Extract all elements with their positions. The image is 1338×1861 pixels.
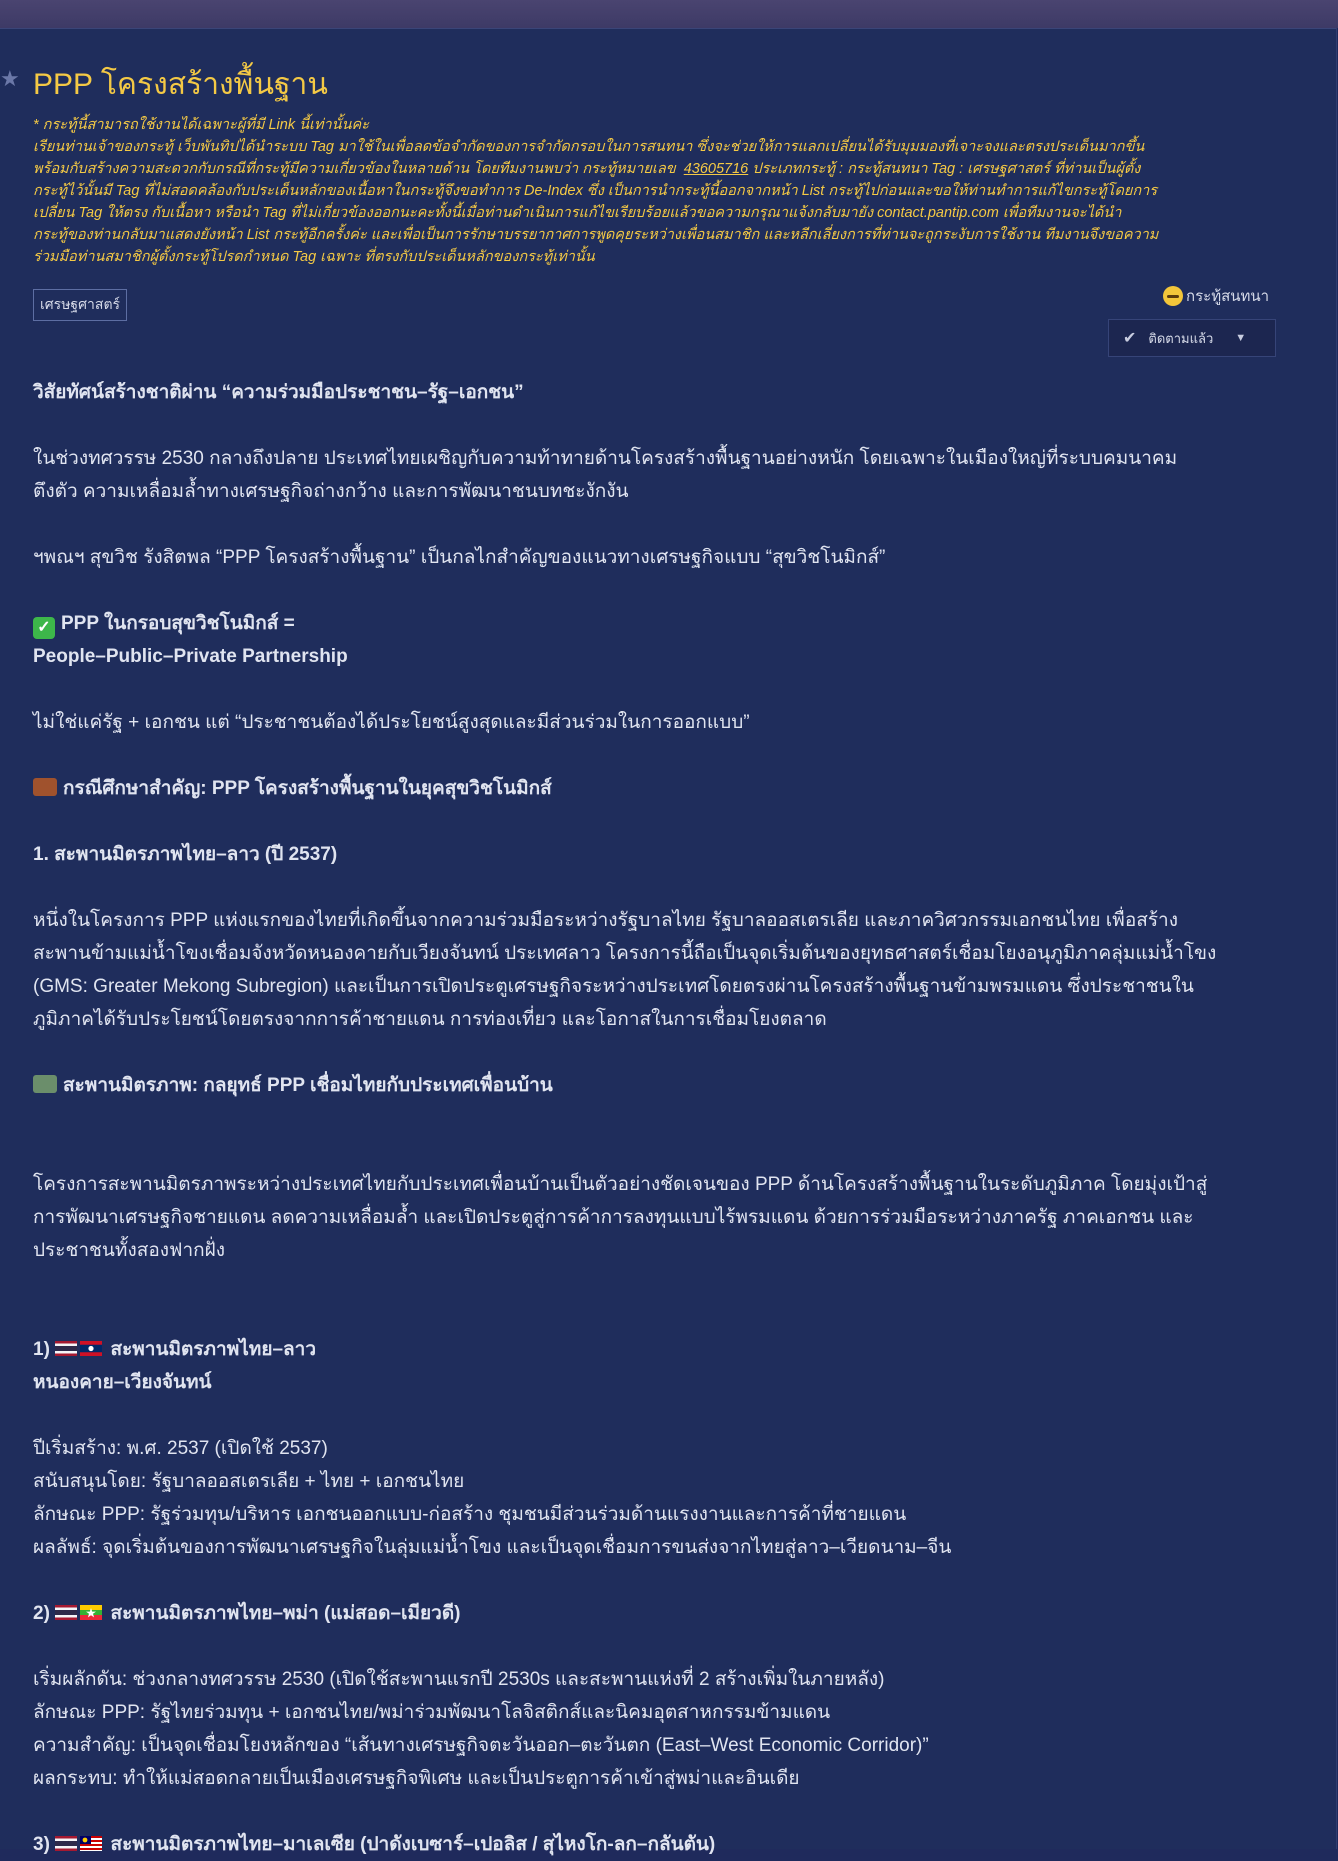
list-item: เริ่มผลักดัน: ช่วงกลางทศวรรษ 2530 (เปิดใช้สะพานแรกปี 2530s และสะพานแห่งที่ 2 สร้างเพิ่มในภายหลัง) [33,1669,885,1690]
bridge-heading: สะพานมิตรภาพ: กลยุทธ์ PPP เชื่อมไทยกับประเทศเพื่อนบ้าน [33,1069,1293,1102]
notice-line: เปลี่ยน Tag ให้ตรง กับเนื้อหา หรือนำ Tag ที่ไม่เกี่ยวข้องออกนะคะทั้งนี้เมื่อท่านดำเนินการแก้ไขเรียบร้อยแล้วขอความกรุณาแจ้งกลับมายัง contact.pantip.com เพื่อทีมงานจะได้นำ [33,205,1122,221]
item3-heading: 3) สะพานมิตรภาพไทย–มาเลเซีย (ปาดังเบซาร์–เปอลิส / สุไหงโก-ลก–กลันตัน) [33,1834,716,1855]
notice-line: * กระทู้นี้สามารถใช้งานได้เฉพาะผู้ที่มี Link นี้เท่านั้นค่ะ [33,117,369,133]
post-body [33,376,1293,1861]
list-item: ลักษณะ PPP: รัฐไทยร่วมทุน + เอกชนไทย/พม่าร่วมพัฒนาโลจิสติกส์และนิคมอุตสาหกรรมข้ามแดน [33,1702,831,1723]
item1-subheading: หนองคาย–เวียงจันทน์ [33,1372,212,1393]
paragraph: หนึ่งในโครงการ PPP แห่งแรกของไทยที่เกิดขึ้นจากความร่วมมือระหว่างรัฐบาลไทย รัฐบาลออสเตรเลีย และภาควิศวกรรมเอกชนไทย เพื่อสร้าง [33,910,1178,931]
list-item: สนับสนุนโดย: รัฐบาลออสเตรเลีย + ไทย + เอกชนไทย [33,1471,465,1492]
item2-heading: 2) สะพานมิตรภาพไทย–พม่า (แม่สอด–เมียวดี) [33,1603,461,1624]
paragraph: ฯพณฯ สุขวิช รังสิตพล “PPP โครงสร้างพื้นฐาน” เป็นกลไกสำคัญของแนวทางเศรษฐกิจแบบ “สุขวิชโนมิกส์” [33,547,886,568]
laos-flag-icon [80,1341,102,1356]
thailand-flag-icon [55,1836,77,1851]
thread-type-label: กระทู้สนทนา [1186,288,1270,305]
caret-down-icon[interactable]: ▼ [1235,332,1247,344]
myanmar-flag-icon [80,1605,102,1620]
thread-number-link[interactable]: 43605716 [683,161,749,177]
checkmark-icon: ✔ [1123,330,1137,347]
moderator-notice [33,114,1283,268]
list-item: ผลลัพธ์: จุดเริ่มต้นของการพัฒนาเศรษฐกิจในลุ่มแม่น้ำโขง และเป็นจุดเชื่อมการขนส่งจากไทยสู่ลาว–เวียดนาม–จีน [33,1537,952,1558]
malaysia-flag-icon [80,1836,102,1851]
discussion-face-icon [1163,286,1183,306]
paragraph: การพัฒนาเศรษฐกิจชายแดน ลดความเหลื่อมล้ำ และเปิดประตูสู่การค้าการลงทุนแบบไร้พรมแดน ด้วยการร่วมมือระหว่างภาครัฐ ภาคเอกชน และ [33,1207,1194,1228]
paragraph: ภูมิภาคได้รับประโยชน์โดยตรงจากการค้าชายแดน การท่องเที่ยว และโอกาสในการเชื่อมโยงตลาด [33,1009,827,1030]
paragraph: ประชาชนทั้งสองฟากฝั่ง [33,1240,226,1261]
follow-button[interactable] [1108,319,1276,357]
paragraph: ในช่วงทศวรรษ 2530 กลางถึงปลาย ประเทศไทยเผชิญกับความท้าทายด้านโครงสร้างพื้นฐานอย่างหนัก โดยเฉพาะในเมืองใหญ่ที่ระบบคมนาคม [33,448,1178,469]
heading-vision: วิสัยทัศน์สร้างชาติผ่าน “ความร่วมมือประชาชน–รัฐ–เอกชน” [33,382,524,403]
tag-economics[interactable]: เศรษฐศาสตร์ [33,289,127,321]
thailand-flag-icon [55,1341,77,1356]
paragraph: โครงการสะพานมิตรภาพระหว่างประเทศไทยกับประเทศเพื่อนบ้านเป็นตัวอย่างชัดเจนของ PPP ด้านโครงสร้างพื้นฐานในระดับภูมิภาค โดยมุ่งเป้าสู่ [33,1174,1208,1195]
bricks-icon [33,778,57,796]
thread-type [1163,284,1269,308]
thailand-flag-icon [55,1605,77,1620]
favorite-star-icon[interactable]: ★ [0,67,20,92]
paragraph: ไม่ใช่แค่รัฐ + เอกชน แต่ “ประชาชนต้องได้ประโยชน์สูงสุดและมีส่วนร่วมในการออกแบบ” [33,712,750,733]
list-item: ลักษณะ PPP: รัฐร่วมทุน/บริหาร เอกชนออกแบบ-ก่อสร้าง ชุมชนมีส่วนร่วมด้านแรงงานและการค้าที่ชายแดน [33,1504,907,1525]
notice-line: กระทู้ของท่านกลับมาแสดงยังหน้า List กระทู้อีกครั้งค่ะ และเพื่อเป็นการรักษาบรรยากาศการพูดคุยระหว่างเพื่อนสมาชิก และหลีกเลี่ยงการที่ท่านจะถูกระงับการใช้งาน ทีมงานจึงขอความ [33,227,1159,243]
paragraph: สะพานข้ามแม่น้ำโขงเชื่อมจังหวัดหนองคายกับเวียงจันทน์ ประเทศลาว โครงการนี้ถือเป็นจุดเริ่มต้นของยุทธศาสตร์เชื่อมโยงอนุภูมิภาคลุ่มแม่น้ำโขง [33,943,1217,964]
notice-line: เรียนท่านเจ้าของกระทู้ เว็บพันทิปได้นำระบบ Tag มาใช้ในเพื่อลดข้อจำกัดของการจำกัดกรอบในการสนทนา ซึ่งจะช่วยให้การแลกเปลี่ยนได้รับมุมมองที่เจาะจงและตรงประเด็นมากขึ้น [33,139,1145,155]
ppp-heading: ✓ PPP ในกรอบสุขวิชโนมิกส์ = [33,607,1293,640]
follow-label: ติดตามแล้ว [1148,330,1214,346]
ppp-definition: People–Public–Private Partnership [33,646,348,667]
list-item: ผลกระทบ: ทำให้แม่สอดกลายเป็นเมืองเศรษฐกิจพิเศษ และเป็นประตูการค้าเข้าสู่พม่าและอินเดีย [33,1768,800,1789]
case-study-heading: กรณีศึกษาสำคัญ: PPP โครงสร้างพื้นฐานในยุคสุขวิชโนมิกส์ [33,772,1293,805]
notice-line: กระทู้ไว้นั้นมี Tag ที่ไม่สอดคล้องกับประเด็นหลักของเนื้อหาในกระทู้จึงขอทำการ De-Index ซึ่ง เป็นการนำกระทู้นี้ออกจากหน้า List กระทู้ไปก่อนและขอให้ท่านทำการแก้ไขกระทู้โดยการ [33,183,1158,199]
notice-line: ร่วมมือท่านสมาชิกผู้ตั้งกระทู้โปรดกำหนด Tag เฉพาะ ที่ตรงกับประเด็นหลักของกระทู้เท่านั้น [33,249,595,265]
browser-top-strip [0,0,1338,28]
bridge-icon [33,1075,57,1093]
paragraph: (GMS: Greater Mekong Subregion) และเป็นการเปิดประตูเศรษฐกิจระหว่างประเทศโดยตรงผ่านโครงสร้างพื้นฐานข้ามพรมแดน ซึ่งประชาชนใน [33,976,1194,997]
list-item: ความสำคัญ: เป็นจุดเชื่อมโยงหลักของ “เส้นทางเศรษฐกิจตะวันออก–ตะวันตก (East–West Economic Corridor)” [33,1735,929,1756]
notice-line: พร้อมกับสร้างความสะดวกกับกรณีที่กระทู้มีความเกี่ยวข้องในหลายด้าน โดยทีมงานพบว่า กระทู้หมายเลข 43605716 ประเภทกระทู้ : กระทู้สนทนา Tag : เศรษฐศาสตร์ ที่ท่านเป็นผู้ตั้ง [33,161,1141,177]
post-title: PPP โครงสร้างพื้นฐาน [33,68,328,101]
paragraph: ตึงตัว ความเหลื่อมล้ำทางเศรษฐกิจถ่างกว้าง และการพัฒนาชนบทชะงักงัน [33,481,629,502]
item1-heading: 1) สะพานมิตรภาพไทย–ลาว [33,1339,316,1360]
case1-heading: 1. สะพานมิตรภาพไทย–ลาว (ปี 2537) [33,844,338,865]
check-mark-icon: ✓ [33,617,55,639]
list-item: ปีเริ่มสร้าง: พ.ศ. 2537 (เปิดใช้ 2537) [33,1438,328,1459]
